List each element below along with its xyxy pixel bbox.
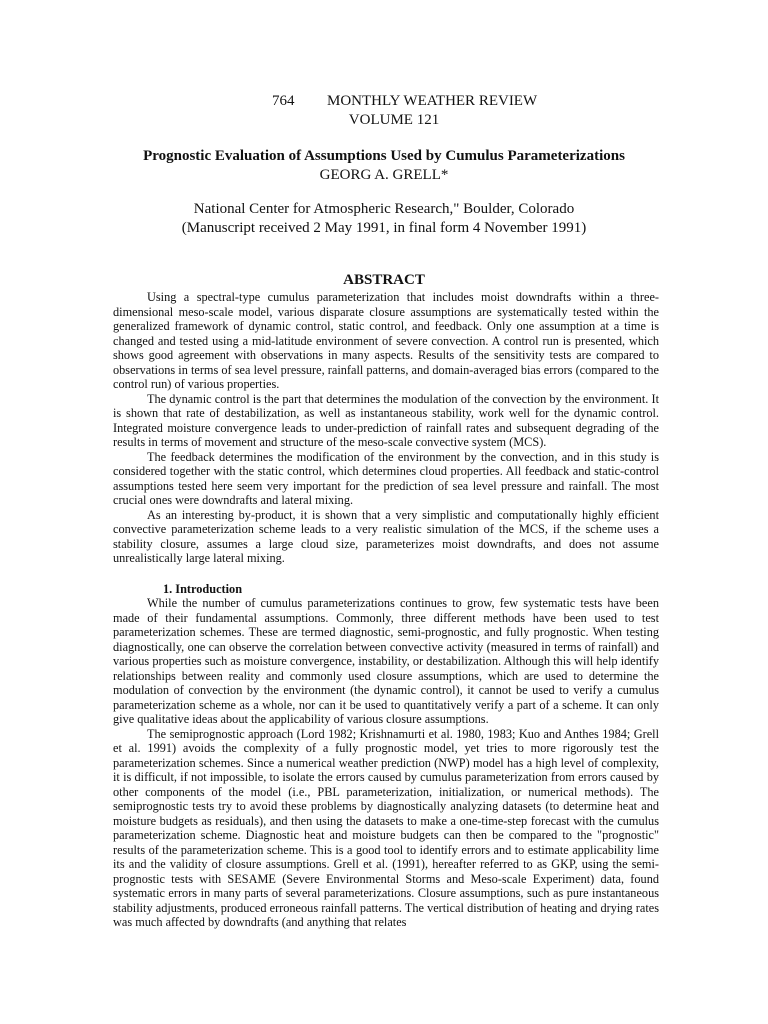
affiliation: National Center for Atmospheric Research," Boulder, Colorado bbox=[193, 201, 575, 217]
abstract-paragraph: The dynamic control is the part that determines the modulation of the convection by the environment. It is shown that rate of destabilization, as well as instantaneous stability, work well for the dynamic control. Integrated moisture convergence leads to under-prediction of rainfall rates and subsequent degrading of the results in terms of movement and structure of the meso-scale convective system (MCS). bbox=[113, 391, 659, 449]
volume-label: VOLUME 121 bbox=[348, 112, 440, 128]
body-text bbox=[113, 290, 659, 930]
title-block bbox=[0, 147, 768, 185]
page-number: 764 bbox=[272, 93, 295, 109]
intro-paragraph: While the number of cumulus parameterizations continues to grow, few systematic tests have been made of their fundamental assumptions. Commonly, three different methods have been used to test parameterization schemes. These are termed diagnostic, semi-prognostic, and fully prognostic. When testing diagnostically, one can observe the correlation between convective activity (measured in terms of rainfall) and various properties such as moisture convergence, instability, or destabilization. Although this will help identify relationships between reality and commonly used closure assumptions, which are used to determine the modulation of convection by the environment (the dynamic control), it cannot be used to verify a cumulus parameterization scheme as a whole, nor can it be used to quantitatively verify a part of a scheme. It can only give qualitative ideas about the applicability of various closure assumptions. bbox=[113, 596, 659, 726]
abstract-paragraph: As an interesting by-product, it is shown that a very simplistic and computationally highly efficient convective parameterization scheme leads to a very realistic simulation of the MCS, if the scheme uses a stability closure, assumes a large cloud size, parameterizes moist downdrafts, and does not assume unrealistically large lateral mixing. bbox=[113, 507, 659, 565]
journal-name: MONTHLY WEATHER REVIEW bbox=[327, 93, 538, 109]
affiliation-block bbox=[0, 200, 768, 238]
section-heading: 1. Introduction bbox=[163, 581, 243, 596]
abstract-heading: ABSTRACT bbox=[343, 272, 425, 288]
paper-title: Prognostic Evaluation of Assumptions Used by Cumulus Parameterizations bbox=[143, 148, 625, 164]
abstract-paragraph: The feedback determines the modification of the environment by the convection, and in this study is considered together with the static control, which determines cloud properties. All feedback and static-control assumptions tested here seem very important for the prediction of sea level pressure and rainfall. The most crucial ones were downdrafts and lateral mixing. bbox=[113, 449, 659, 507]
running-header bbox=[0, 92, 768, 130]
author-name: GEORG A. GRELL* bbox=[319, 167, 449, 183]
intro-paragraph: The semiprognostic approach (Lord 1982; Krishnamurti et al. 1980, 1983; Kuo and Anthes 1984; Grell et al. 1991) avoids the complexity of a fully prognostic model, yet tries to more rigorously test the parameterization schemes. Since a numerical weather prediction (NWP) model has a high level of complexity, it is difficult, if not impossible, to isolate the errors caused by cumulus parameterization from errors caused by other components of the model (i.e., PBL parameterization, initialization, or numerical methods). The semiprognostic tests try to avoid these problems by diagnostically analyzing datasets (to determine heat and moisture budgets as residuals), and then using the datasets to make a one-time-step forecast with the cumulus parameterization scheme. Diagnostic heat and moisture budgets can then be compared to the "prognostic" results of the parameterization scheme. This is a good tool to identify errors and to estimate applicability lime its and the validity of closure assumptions. Grell et al. (1991), hereafter referred to as GKP, using the semi-prognostic tests with SESAME (Severe Environmental Storms and Meso-scale Experiment) data, found systematic errors in many parts of several parameterizations. Closure assumptions, such as pure instantaneous stability adjustments, produced erroneous rainfall patterns. The vertical distribution of heating and drying rates was much affected by downdrafts (and anything that relates bbox=[113, 726, 659, 929]
abstract-paragraph: Using a spectral-type cumulus parameterization that includes moist downdrafts within a three-dimensional meso-scale model, various disparate closure assumptions are systematically tested within the generalized framework of dynamic control, static control, and feedback. Only one assumption at a time is changed and tested using a mid-latitude environment of severe convection. A control run is presented, which shows good agreement with observations in many aspects. Results of the sensitivity tests are compared to observations in terms of sea level pressure, rainfall patterns, and domain-averaged bias errors (compared to the control run) of various properties. bbox=[113, 290, 659, 391]
manuscript-dates: (Manuscript received 2 May 1991, in final form 4 November 1991) bbox=[181, 220, 587, 236]
